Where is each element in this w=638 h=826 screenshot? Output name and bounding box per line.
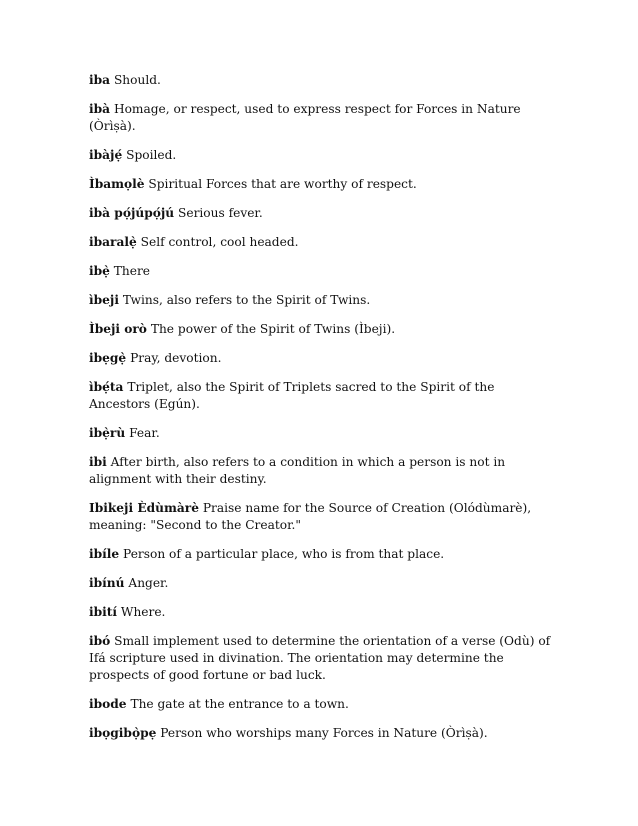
entry-definition: Should. bbox=[113, 73, 161, 87]
entry-definition: Spoiled. bbox=[126, 148, 177, 162]
entry-term: ibíle bbox=[89, 547, 120, 561]
entry-definition: Serious fever. bbox=[178, 206, 263, 220]
glossary-entry bbox=[89, 205, 559, 222]
entry-term: ibínú bbox=[89, 576, 125, 590]
entry-definition: Small implement used to determine the orientation of a verse (Odù) of Ifá scripture used in divination. The orientation may determine the prospects of good fortune or bad luck. bbox=[89, 634, 551, 682]
glossary-entry bbox=[89, 425, 559, 442]
entry-term: ibọgibọ̀pẹ bbox=[89, 726, 157, 740]
glossary-entry bbox=[89, 101, 559, 135]
entry-term: ibà pọ́júpọ́jú bbox=[89, 206, 175, 220]
glossary-list bbox=[89, 72, 559, 754]
entry-definition: Person who worships many Forces in Nature (Òrìṣà). bbox=[160, 726, 488, 740]
entry-definition: Where. bbox=[120, 605, 166, 619]
glossary-entry bbox=[89, 72, 559, 89]
entry-definition: After birth, also refers to a condition in which a person is not in alignment with their destiny. bbox=[89, 455, 506, 486]
entry-definition: Twins, also refers to the Spirit of Twins. bbox=[122, 293, 371, 307]
entry-term: ibití bbox=[89, 605, 118, 619]
entry-term: ibẹ̀rù bbox=[89, 426, 126, 440]
glossary-entry bbox=[89, 500, 559, 534]
entry-term: ìbẹ́ta bbox=[89, 380, 124, 394]
entry-definition: There bbox=[113, 264, 151, 278]
entry-term: ibẹ̀ bbox=[89, 264, 110, 278]
entry-term: Ìbeji orò bbox=[89, 322, 147, 336]
glossary-entry bbox=[89, 633, 559, 684]
entry-term: ibó bbox=[89, 634, 111, 648]
entry-definition: Spiritual Forces that are worthy of respect. bbox=[148, 177, 417, 191]
entry-term: ibi bbox=[89, 455, 107, 469]
entry-definition: Pray, devotion. bbox=[130, 351, 222, 365]
entry-term: ibàjẹ́ bbox=[89, 148, 123, 162]
glossary-entry bbox=[89, 176, 559, 193]
entry-term: ìbeji bbox=[89, 293, 119, 307]
entry-term: Ibikeji Èdùmàrè bbox=[89, 501, 199, 515]
glossary-entry bbox=[89, 350, 559, 367]
entry-term: iba bbox=[89, 73, 111, 87]
entry-definition: Praise name for the Source of Creation (Olódùmarè), meaning: "Second to the Creator." bbox=[89, 501, 532, 532]
entry-definition: Triplet, also the Spirit of Triplets sacred to the Spirit of the Ancestors (Egún). bbox=[89, 380, 495, 411]
glossary-entry bbox=[89, 454, 559, 488]
entry-definition: Homage, or respect, used to express respect for Forces in Nature (Òrìṣà). bbox=[89, 102, 521, 133]
glossary-entry bbox=[89, 292, 559, 309]
entry-definition: Self control, cool headed. bbox=[140, 235, 299, 249]
glossary-entry bbox=[89, 263, 559, 280]
entry-definition: The power of the Spirit of Twins (Ìbeji). bbox=[150, 322, 396, 336]
entry-definition: Person of a particular place, who is from that place. bbox=[123, 547, 445, 561]
entry-term: ibode bbox=[89, 697, 127, 711]
entry-definition: The gate at the entrance to a town. bbox=[130, 697, 349, 711]
entry-term: ibà bbox=[89, 102, 111, 116]
glossary-entry bbox=[89, 379, 559, 413]
glossary-entry bbox=[89, 321, 559, 338]
entry-definition: Anger. bbox=[128, 576, 169, 590]
entry-definition: Fear. bbox=[129, 426, 160, 440]
glossary-entry bbox=[89, 546, 559, 563]
entry-term: ibaralẹ̀ bbox=[89, 235, 137, 249]
glossary-entry bbox=[89, 604, 559, 621]
glossary-entry bbox=[89, 234, 559, 251]
entry-term: Ìbamọlè bbox=[89, 177, 145, 191]
glossary-entry bbox=[89, 725, 559, 742]
glossary-entry bbox=[89, 696, 559, 713]
glossary-entry bbox=[89, 147, 559, 164]
glossary-entry bbox=[89, 575, 559, 592]
entry-term: ibẹgẹ̀ bbox=[89, 351, 127, 365]
